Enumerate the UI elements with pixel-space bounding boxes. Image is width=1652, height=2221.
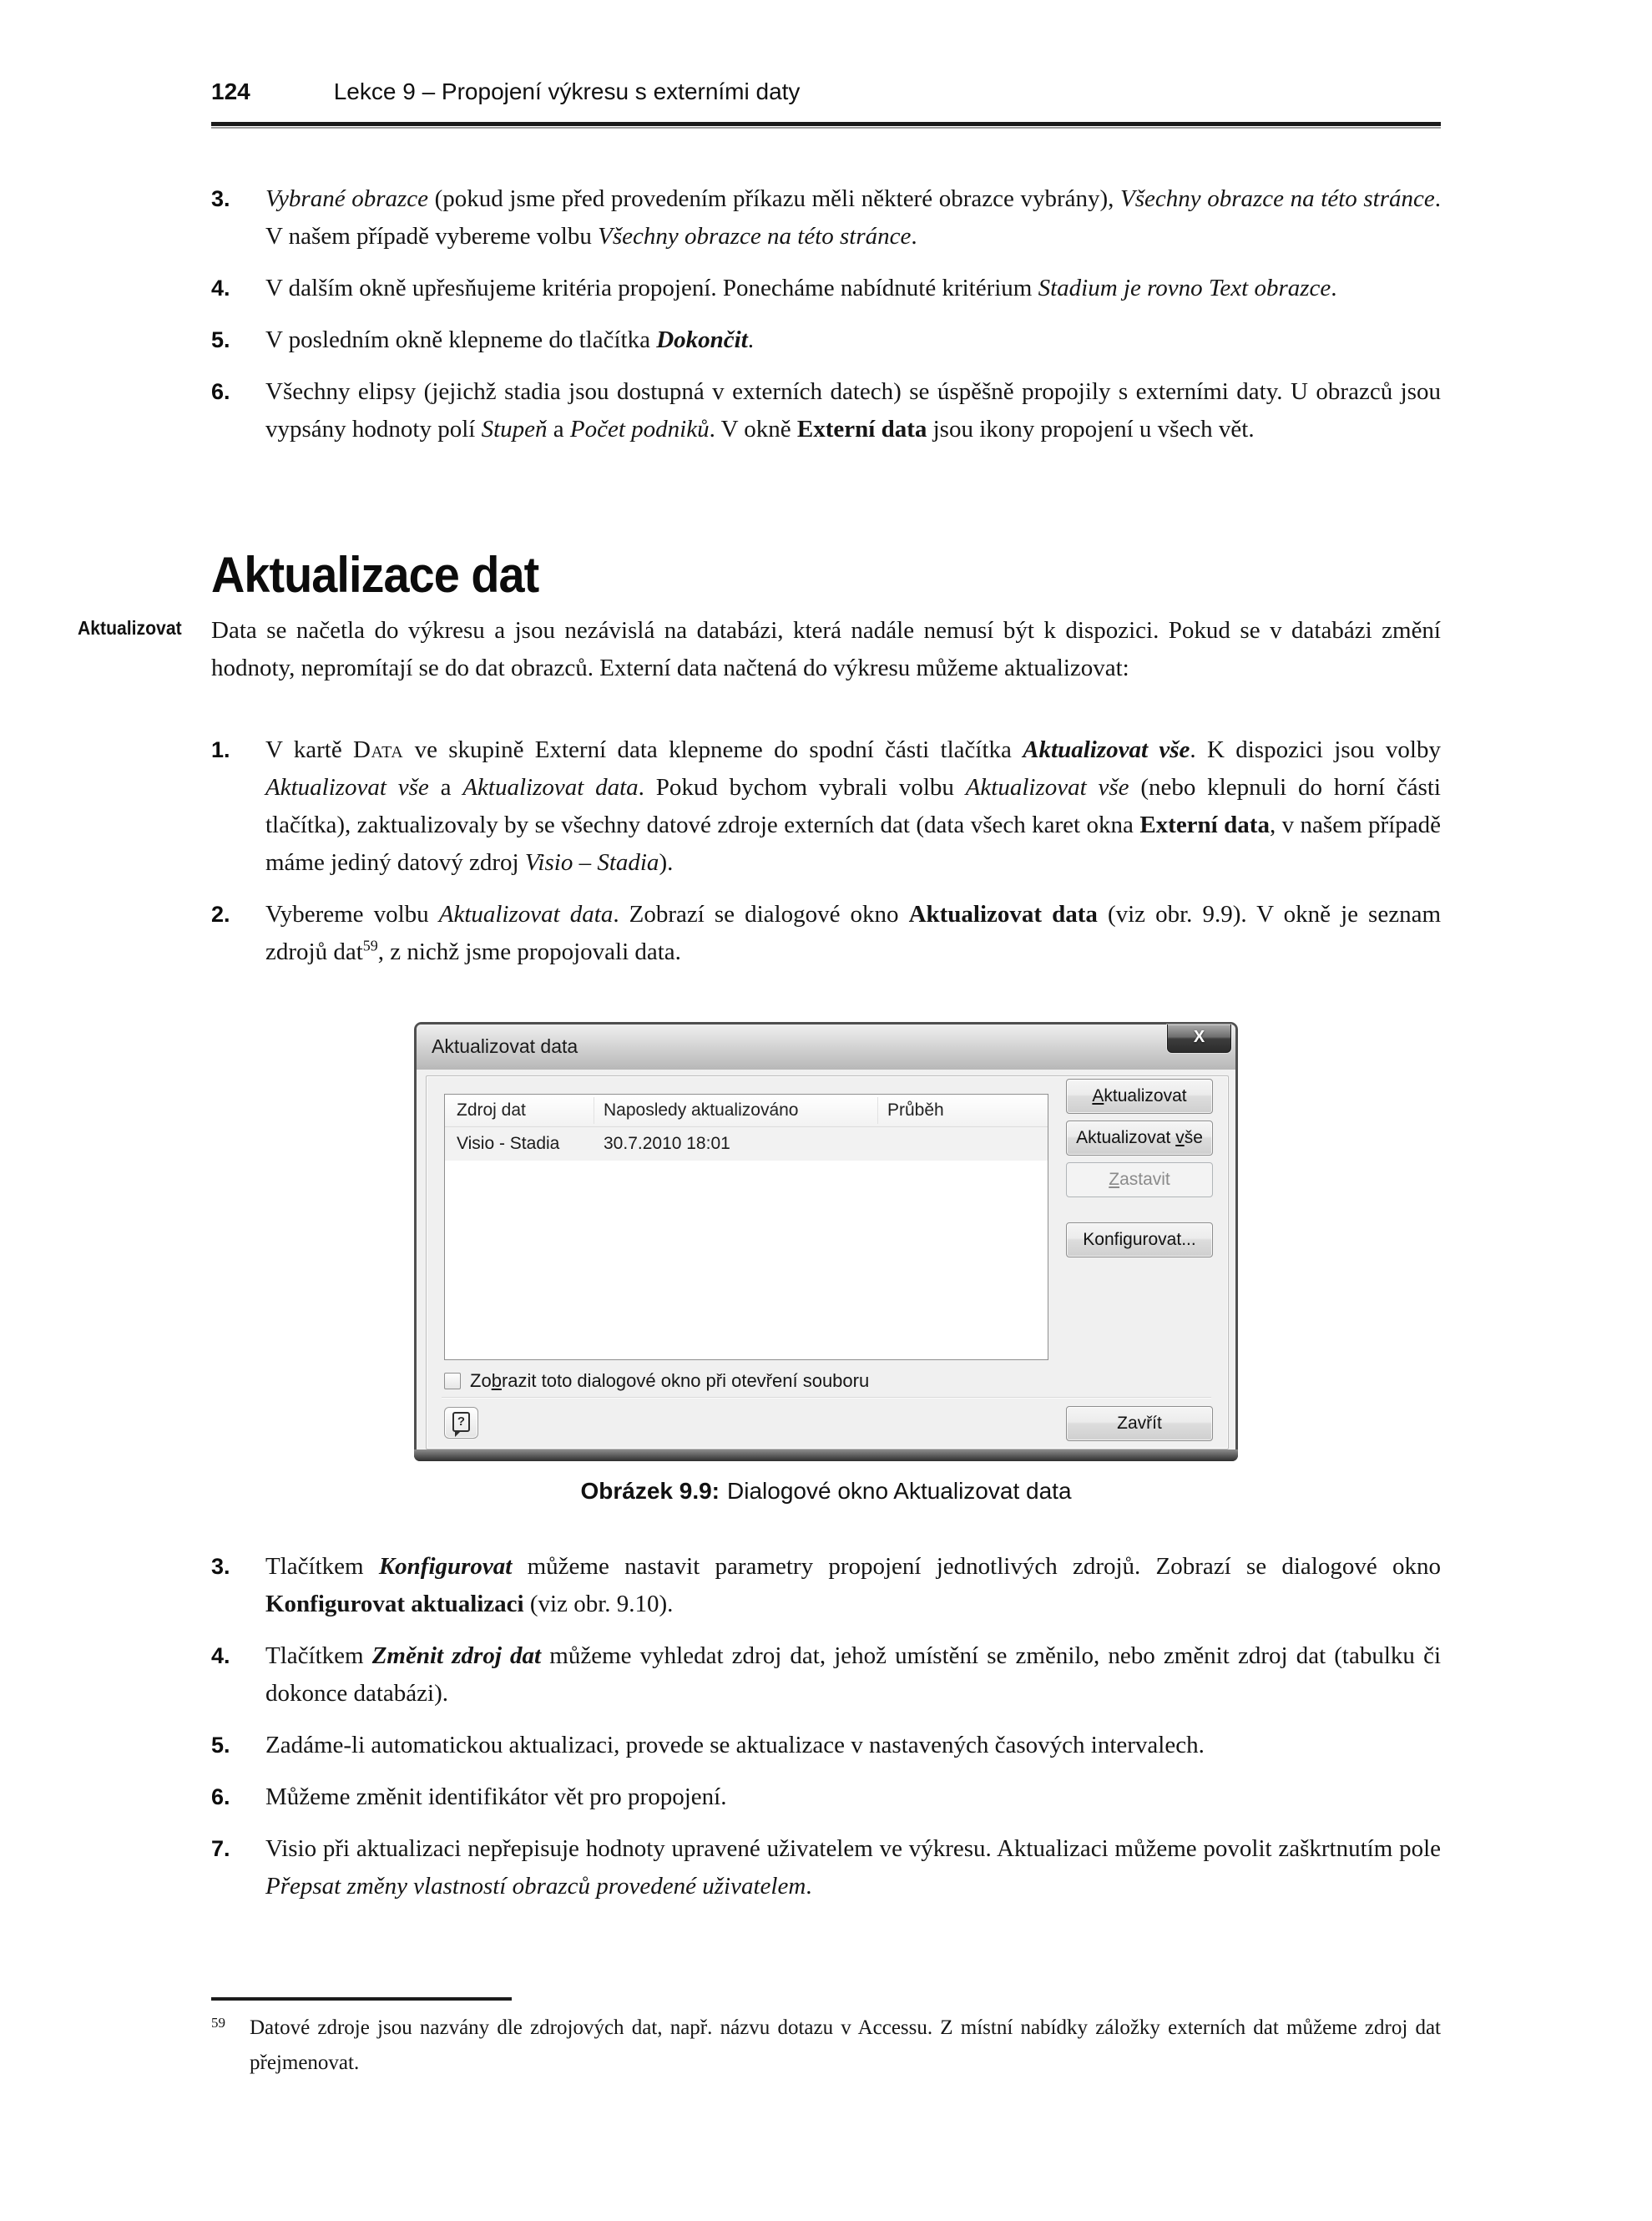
list-item-text: Všechny elipsy (jejichž stadia jsou dostupná v externích datech) se úspěšně propojily s externími daty. U obrazců jsou vypsány hodnoty polí Stupeň a Počet podniků. V okně Externí data jsou ikony propojení u všech vět. bbox=[265, 378, 1441, 443]
close-button[interactable] bbox=[1167, 1024, 1231, 1053]
list-item bbox=[211, 373, 1441, 448]
cell-source-name: Visio - Stadia bbox=[457, 1134, 560, 1153]
figure-caption-label: Obrázek 9.9: bbox=[580, 1478, 720, 1504]
list-item-text: Vybrané obrazce (pokud jsme před provedením příkazu měli některé obrazce vybrány), Všechny obrazce na této stránce. V našem případě vybereme volbu Všechny obrazce na této stránce. bbox=[265, 185, 1441, 250]
data-source-row[interactable] bbox=[445, 1127, 1048, 1161]
numbered-list-steps-1-2 bbox=[211, 731, 1441, 985]
column-header-source[interactable]: Zdroj dat bbox=[457, 1100, 526, 1120]
list-item bbox=[211, 1830, 1441, 1905]
list-item bbox=[211, 1548, 1441, 1623]
dialog-title: Aktualizovat data bbox=[432, 1035, 578, 1057]
refresh-all-button[interactable]: Aktualizovat vše bbox=[1066, 1121, 1213, 1156]
column-header-last-updated[interactable]: Naposledy aktualizováno bbox=[604, 1100, 799, 1120]
dialog-titlebar[interactable] bbox=[417, 1024, 1235, 1070]
intro-paragraph: Data se načetla do výkresu a jsou nezávislá na databázi, která nadále nemusí být k dispozici. Pokud se v databázi změní hodnoty, nepromítají se do dat obrazců. Externí data načtená do výkresu můžeme aktualizovat: bbox=[211, 617, 1441, 681]
chapter-title: Lekce 9 – Propojení výkresu s externími daty bbox=[333, 78, 801, 104]
list-item bbox=[211, 270, 1441, 307]
list-item-text: V kartě Data ve skupině Externí data klepneme do spodní části tlačítka Aktualizovat vše. K dispozici jsou volby Aktualizovat vše a Aktualizovat data. Pokud bychom vybrali volbu Aktualizovat vše (nebo klepnuli do horní části tlačítka), zaktualizovaly by se všechny datové zdroje externích dat (data všech karet okna Externí data, v našem případě máme jediný datový zdroj Visio – Stadia). bbox=[265, 736, 1441, 876]
page-header bbox=[211, 78, 1441, 105]
list-item-number: 6. bbox=[211, 1784, 230, 1809]
list-item-number: 2. bbox=[211, 902, 230, 927]
list-item-text: Můžeme změnit identifikátor vět pro propojení. bbox=[265, 1783, 727, 1810]
list-item-text: V dalším okně upřesňujeme kritéria propojení. Ponecháme nabídnuté kritérium Stadium je rovno Text obrazce. bbox=[265, 275, 1337, 301]
numbered-list-steps-3-7 bbox=[211, 1548, 1441, 1920]
help-icon: ? bbox=[452, 1412, 470, 1432]
list-item-text: Visio při aktualizaci nepřepisuje hodnoty upravené uživatelem ve výkresu. Aktualizaci můžeme povolit zaškrtnutím pole Přepsat změny vlastností obrazců provedené uživatelem. bbox=[265, 1835, 1441, 1900]
header-rule bbox=[211, 122, 1441, 129]
checkbox-icon[interactable] bbox=[444, 1373, 461, 1389]
page-number: 124 bbox=[211, 78, 250, 104]
intro-block bbox=[78, 612, 1441, 687]
figure-caption-text: Dialogové okno Aktualizovat data bbox=[727, 1478, 1072, 1504]
list-item-number: 1. bbox=[211, 737, 230, 762]
column-header-progress[interactable]: Průběh bbox=[887, 1100, 944, 1120]
data-sources-list[interactable] bbox=[444, 1094, 1048, 1360]
list-item-number: 3. bbox=[211, 186, 230, 211]
list-item-number: 3. bbox=[211, 1554, 230, 1579]
stop-button: Zastavit bbox=[1066, 1162, 1213, 1197]
checkbox-label: Zobrazit toto dialogové okno při otevření souboru bbox=[470, 1370, 870, 1391]
section-heading: Aktualizace dat bbox=[211, 547, 539, 603]
close-dialog-button[interactable]: Zavřít bbox=[1066, 1406, 1213, 1441]
configure-button[interactable]: Konfigurovat... bbox=[1066, 1222, 1213, 1257]
list-item bbox=[211, 1727, 1441, 1764]
column-separator bbox=[877, 1097, 878, 1124]
numbered-list-steps-3-6 bbox=[211, 180, 1441, 463]
list-item-number: 4. bbox=[211, 1643, 230, 1668]
list-item-text: Zadáme-li automatickou aktualizaci, provede se aktualizace v nastavených časových intervalech. bbox=[265, 1732, 1205, 1758]
list-item-number: 5. bbox=[211, 1733, 230, 1758]
list-item-number: 6. bbox=[211, 379, 230, 404]
refresh-button[interactable]: Aktualizovat bbox=[1066, 1079, 1213, 1114]
footer-separator bbox=[442, 1397, 1211, 1398]
figure-caption bbox=[0, 1478, 1652, 1505]
list-item bbox=[211, 321, 1441, 359]
list-item-text: V posledním okně klepneme do tlačítka Dokončit. bbox=[265, 326, 755, 353]
footnote-text: Datové zdroje jsou nazvány dle zdrojových dat, např. názvu dotazu v Accessu. Z místní nabídky záložky externích dat můžeme zdroj dat přejmenovat. bbox=[250, 2016, 1441, 2074]
aktualizovat-data-dialog bbox=[414, 1022, 1238, 1461]
list-item-text: Tlačítkem Změnit zdroj dat můžeme vyhledat zdroj dat, jehož umístění se změnilo, nebo změnit zdroj dat (tabulku či dokonce databázi). bbox=[265, 1642, 1442, 1707]
list-item bbox=[211, 1637, 1441, 1713]
list-item-text: Tlačítkem Konfigurovat můžeme nastavit parametry propojení jednotlivých zdrojů. Zobrazí se dialogové okno Konfigurovat aktualizaci (viz obr. 9.10). bbox=[265, 1553, 1441, 1617]
cell-last-updated: 30.7.2010 18:01 bbox=[604, 1134, 730, 1153]
list-item-text: Vybereme volbu Aktualizovat data. Zobrazí se dialogové okno Aktualizovat data (viz obr. 9.9). V okně je seznam zdrojů dat$^{59}$, z nichž jsme propojovali data. bbox=[265, 901, 1442, 965]
list-item bbox=[211, 1778, 1441, 1816]
help-button[interactable] bbox=[444, 1407, 478, 1439]
list-item bbox=[211, 180, 1441, 255]
footnote-marker: 59 bbox=[211, 2015, 225, 2031]
list-item-number: 5. bbox=[211, 327, 230, 352]
list-item bbox=[211, 731, 1441, 882]
list-item-number: 7. bbox=[211, 1836, 230, 1861]
list-item-number: 4. bbox=[211, 276, 230, 301]
footnote bbox=[211, 1997, 1441, 2081]
list-item bbox=[211, 896, 1441, 971]
close-icon: X bbox=[1193, 1028, 1205, 1046]
show-dialog-checkbox-row[interactable] bbox=[444, 1370, 869, 1392]
window-bottom-edge bbox=[414, 1449, 1238, 1461]
margin-note: Aktualizovat bbox=[78, 617, 182, 639]
footnote-rule bbox=[211, 1997, 512, 2001]
list-header bbox=[445, 1095, 1048, 1127]
